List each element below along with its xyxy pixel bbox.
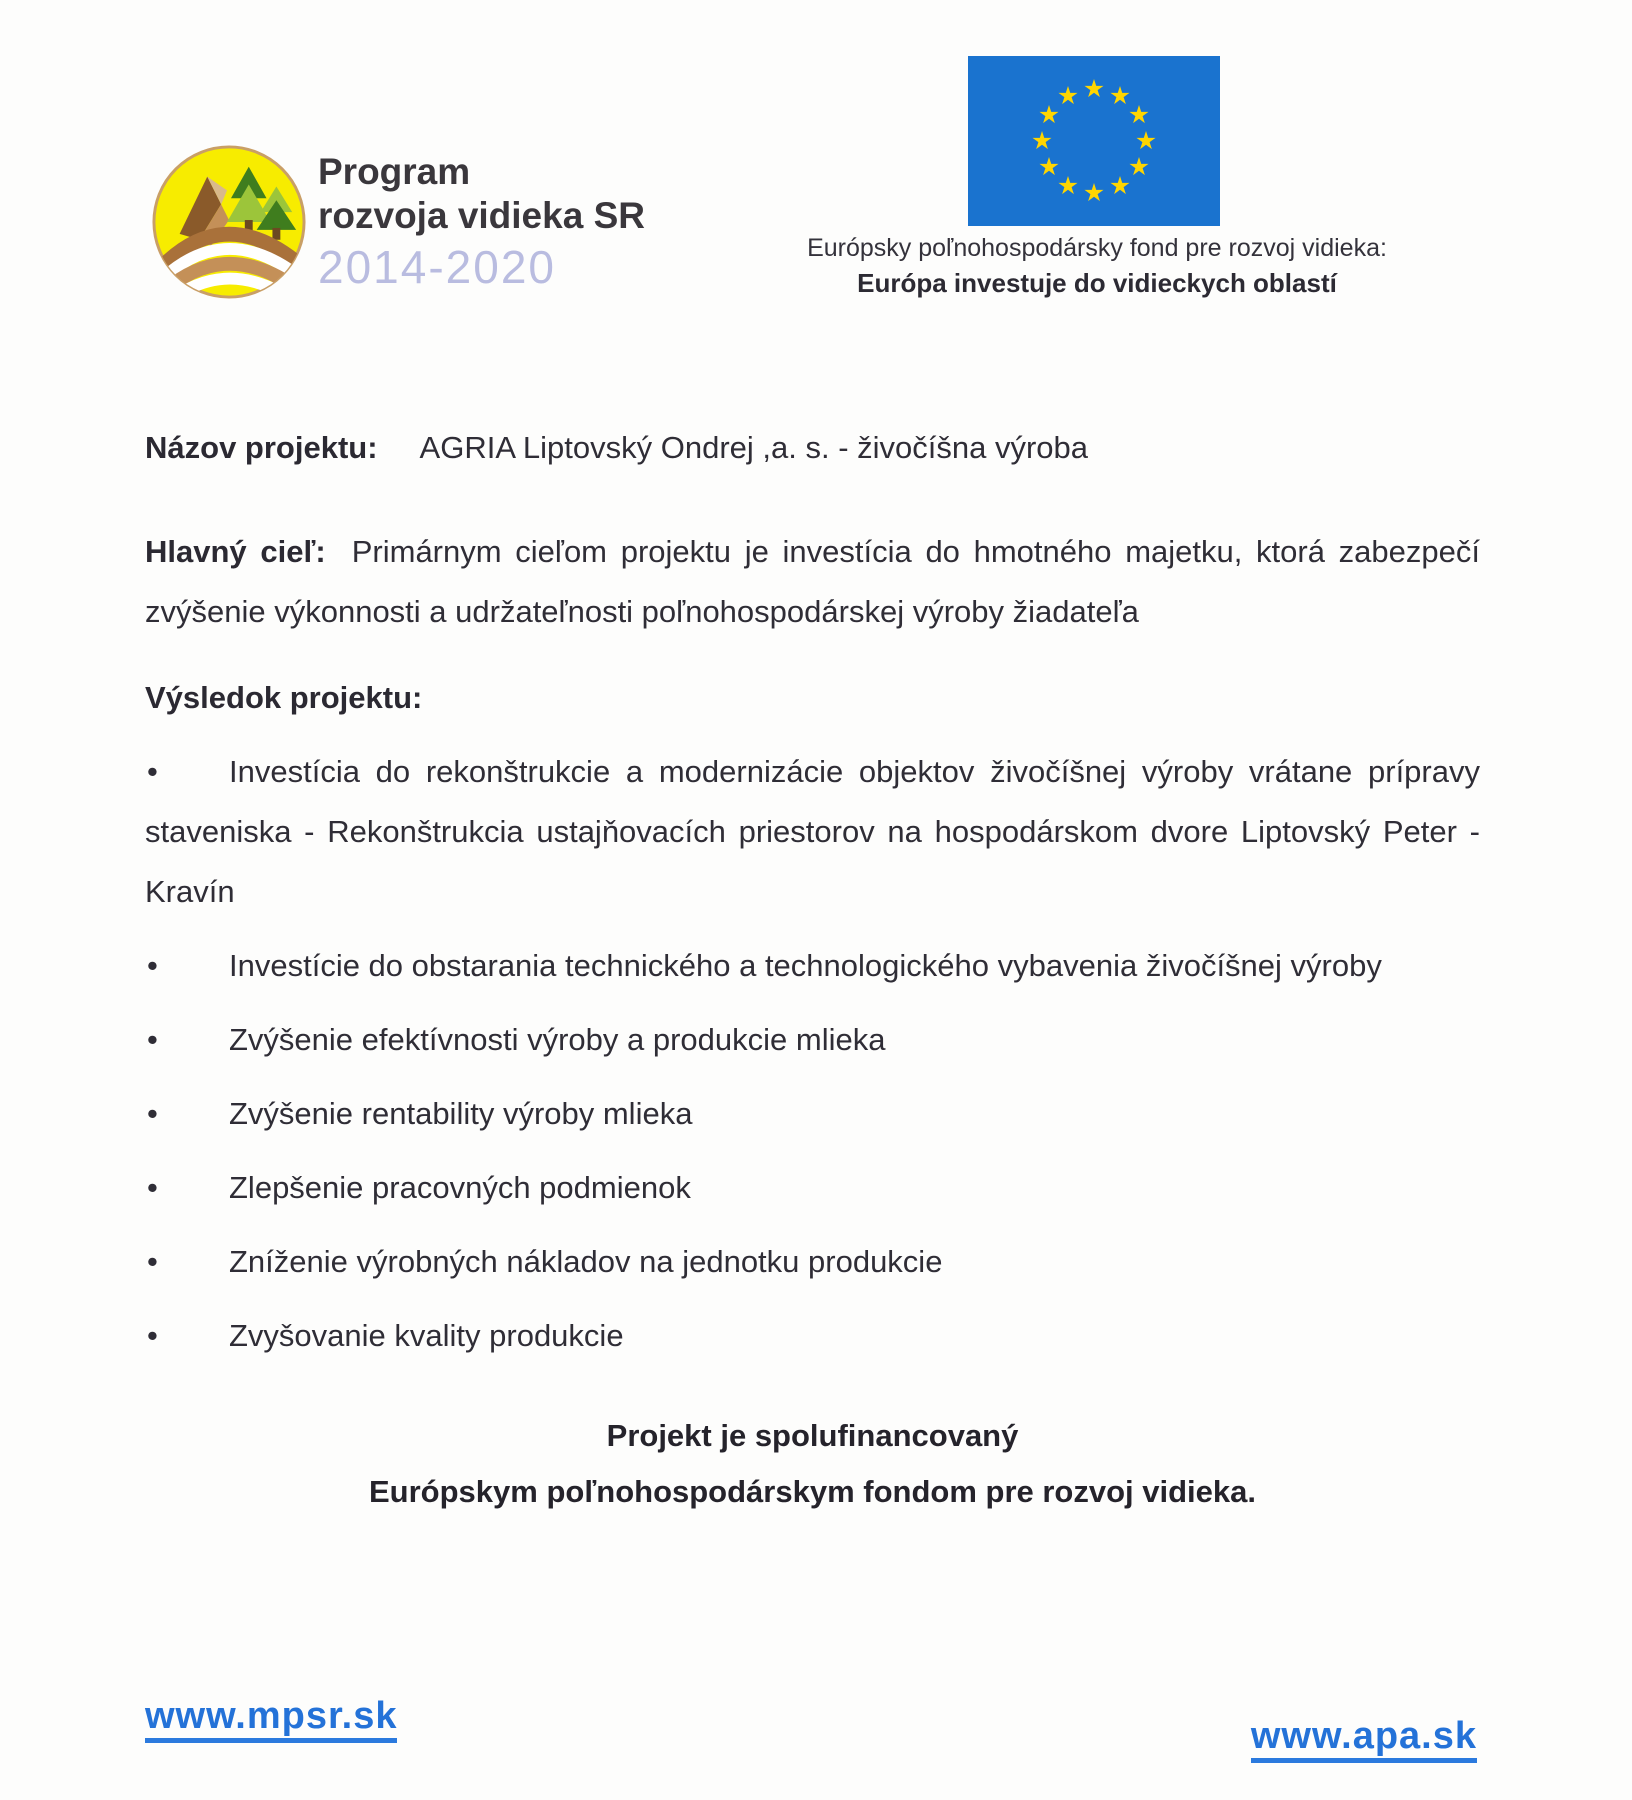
bullet-icon: • xyxy=(147,1170,158,1205)
program-title-line1: Program xyxy=(318,151,471,192)
bullet-icon: • xyxy=(147,1096,158,1131)
eu-caption-line2: Európa investuje do vidieckych oblastí xyxy=(857,268,1337,298)
list-item-text: Investície do obstarania technického a technologického vybavenia živočíšnej výroby xyxy=(229,948,1382,983)
mpsr-link[interactable]: www.mpsr.sk xyxy=(145,1694,397,1743)
main-goal-label: Hlavný cieľ: xyxy=(145,534,326,569)
project-name-label: Názov projektu: xyxy=(145,430,378,465)
project-name-row xyxy=(145,418,1480,478)
list-item-text: Zníženie výrobných nákladov na jednotku produkcie xyxy=(229,1244,943,1279)
bullet-icon: • xyxy=(147,754,158,789)
list-item xyxy=(145,1158,1480,1218)
list-item-text: Zvýšenie efektívnosti výroby a produkcie mlieka xyxy=(229,1022,886,1057)
program-years: 2014-2020 xyxy=(318,241,556,293)
cofinancing-statement xyxy=(145,1408,1480,1520)
list-item xyxy=(145,1010,1480,1070)
eu-flag-caption xyxy=(778,231,1416,301)
list-item xyxy=(145,742,1480,922)
apa-link[interactable]: www.apa.sk xyxy=(1251,1714,1477,1763)
main-goal-paragraph xyxy=(145,522,1480,642)
bullet-icon: • xyxy=(147,1318,158,1353)
results-list xyxy=(145,742,1480,1366)
list-item-text: Investícia do rekonštrukcie a modernizácie objektov živočíšnej výroby vrátane prípravy staveniska - Rekonštrukcia ustajňovacích priestorov na hospodárskom dvore Liptovský Peter - Kravín xyxy=(145,754,1480,909)
list-item-text: Zlepšenie pracovných podmienok xyxy=(229,1170,691,1205)
list-item-text: Zvýšenie rentability výroby mlieka xyxy=(229,1096,693,1131)
bullet-icon: • xyxy=(147,1244,158,1279)
results-heading: Výsledok projektu: xyxy=(145,680,423,715)
cofinancing-line2: Európskym poľnohospodárskym fondom pre rozvoj vidieka. xyxy=(369,1474,1256,1509)
list-item xyxy=(145,1306,1480,1366)
program-title xyxy=(318,150,645,238)
program-title-line2: rozvoja vidieka SR xyxy=(318,195,645,236)
bullet-icon: • xyxy=(147,948,158,983)
project-name-value: AGRIA Liptovský Ondrej ,a. s. - živočíšna výroba xyxy=(419,430,1089,465)
eu-caption-line1: Európsky poľnohospodársky fond pre rozvoj vidieka: xyxy=(807,234,1387,262)
list-item xyxy=(145,1084,1480,1144)
list-item xyxy=(145,1232,1480,1292)
cofinancing-line1: Projekt je spolufinancovaný xyxy=(606,1418,1019,1453)
bullet-icon: • xyxy=(147,1022,158,1057)
list-item-text: Zvyšovanie kvality produkcie xyxy=(229,1318,624,1353)
eu-flag-icon xyxy=(968,56,1220,226)
main-goal-value: Primárnym cieľom projektu je investícia do hmotného majetku, ktorá zabezpečí zvýšenie výkonnosti a udržateľnosti poľnohospodárskej výroby žiadateľa xyxy=(145,534,1480,629)
list-item xyxy=(145,936,1480,996)
document-body xyxy=(145,418,1480,1520)
prv-logo-icon xyxy=(150,143,308,301)
